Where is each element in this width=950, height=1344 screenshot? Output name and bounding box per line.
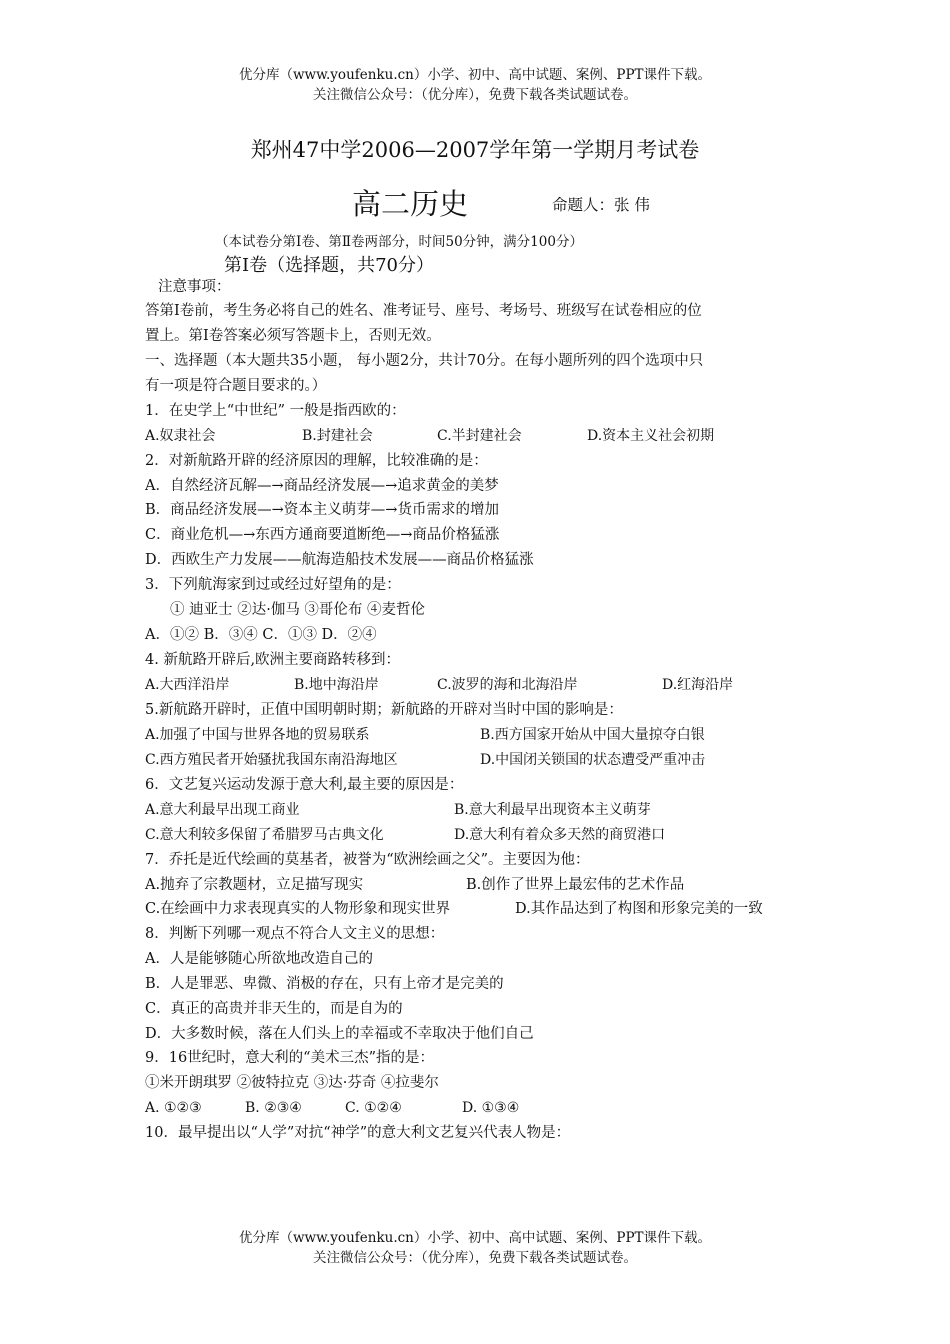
q3-stem: 3．下列航海家到过或经过好望角的是： [145, 577, 401, 593]
q4-stem: 4. 新航路开辟后,欧洲主要商路转移到： [145, 652, 401, 668]
q6-option-b: B.意大利最早出现资本主义萌芽 [454, 802, 651, 818]
q5-option-c: C.西方殖民者开始骚扰我国东南沿海地区 [145, 752, 398, 768]
q4-option-a: A.大西洋沿岸 [145, 677, 230, 693]
q9-option-b: B. ②③④ [245, 1100, 302, 1116]
q8-stem: 8．判断下列哪一观点不符合人文主义的思想： [145, 926, 445, 942]
q3-items: ① 迪亚士 ②达·伽马 ③哥伦布 ④麦哲伦 [170, 602, 426, 618]
instructions-heading: 注意事项： [158, 279, 231, 295]
q7-option-c: C.在绘画中力求表现真实的人物形象和现实世界 [145, 901, 451, 917]
q1-option-c: C.半封建社会 [437, 428, 522, 444]
instructions-body-1: 答第Ⅰ卷前，考生务必将自己的姓名、准考证号、座号、考场号、班级写在试卷相应的位 [145, 303, 702, 319]
q6-option-c: C.意大利较多保留了希腊罗马古典文化 [145, 827, 384, 843]
q9-items: ①米开朗琪罗 ②彼特拉克 ③达·芬奇 ④拉斐尔 [145, 1075, 439, 1091]
q5-stem: 5.新航路开辟时，正值中国明朝时期；新航路的开辟对当时中国的影响是： [145, 702, 623, 718]
q9-stem: 9．16世纪时，意大利的“美术三杰”指的是： [145, 1050, 435, 1066]
exam-subject: 高二历史 [352, 187, 469, 221]
q7-option-a: A.抛弃了宗教题材，立足描写现实 [145, 877, 364, 893]
exam-author: 命题人：张 伟 [552, 196, 650, 214]
footer-line-2: 关注微信公众号：（优分库），免费下载各类试题试卷。 [313, 1250, 637, 1266]
q2-option-a: A．自然经济瓦解—→商品经济发展—→追求黄金的美梦 [145, 478, 499, 494]
q5-option-d: D.中国闭关锁国的状态遭受严重冲击 [480, 752, 706, 768]
exam-title: 郑州47中学2006—2007学年第一学期月考试卷 [250, 138, 700, 162]
q4-option-b: B.地中海沿岸 [294, 677, 379, 693]
q8-option-c: C．真正的高贵并非天生的，而是自为的 [145, 1001, 403, 1017]
q8-option-d: D．大多数时候，落在人们头上的幸福或不幸取决于他们自己 [145, 1026, 534, 1042]
q8-option-a: A．人是能够随心所欲地改造自己的 [145, 951, 373, 967]
q7-stem: 7．乔托是近代绘画的莫基者，被誉为“欧洲绘画之父”。主要因为他： [145, 852, 590, 868]
q7-option-b: B.创作了世界上最宏伟的艺术作品 [466, 877, 685, 893]
q9-option-d: D. ①③④ [462, 1100, 520, 1116]
q8-option-b: B．人是罪恶、卑微、消极的存在，只有上帝才是完美的 [145, 976, 504, 992]
q2-stem: 2．对新航路开辟的经济原因的理解，比较准确的是： [145, 453, 488, 469]
q2-option-c: C．商业危机—→东西方通商要道断绝—→商品价格猛涨 [145, 527, 500, 543]
q1-option-a: A.奴隶社会 [145, 428, 216, 444]
q10-stem: 10．最早提出以“人学”对抗“神学”的意大利文艺复兴代表人物是： [145, 1125, 571, 1141]
part-intro-2: 有一项是符合题目要求的。） [145, 378, 327, 394]
q4-option-c: C.波罗的海和北海沿岸 [437, 677, 578, 693]
footer-line-1: 优分库（www.youfenku.cn）小学、初中、高中试题、案例、PPT课件下载。 [238, 1230, 712, 1246]
q3-options: A．①② B．③④ C．①③ D．②④ [145, 627, 377, 643]
section-title: 第Ⅰ卷（选择题，共70分） [224, 255, 435, 276]
q9-option-c: C. ①②④ [345, 1100, 402, 1116]
q6-option-d: D.意大利有着众多天然的商贸港口 [454, 827, 666, 843]
q1-option-b: B.封建社会 [302, 428, 373, 444]
q5-option-a: A.加强了中国与世界各地的贸易联系 [145, 727, 370, 743]
q5-option-b: B.西方国家开始从中国大量掠夺白银 [480, 727, 705, 743]
q2-option-b: B．商品经济发展—→资本主义萌芽—→货币需求的增加 [145, 502, 499, 518]
q7-option-d: D.其作品达到了构图和形象完美的一致 [515, 901, 763, 917]
q2-option-d: D．西欧生产力发展——航海造船技术发展——商品价格猛涨 [145, 552, 534, 568]
q6-option-a: A.意大利最早出现工商业 [145, 802, 300, 818]
instructions-body-2: 置上。第Ⅰ卷答案必须写答题卡上，否则无效。 [145, 328, 441, 344]
header-line-2: 关注微信公众号：（优分库），免费下载各类试题试卷。 [313, 87, 637, 103]
header-line-1: 优分库（www.youfenku.cn）小学、初中、高中试题、案例、PPT课件下载。 [238, 67, 712, 83]
q9-option-a: A. ①②③ [145, 1100, 202, 1116]
q6-stem: 6．文艺复兴运动发源于意大利,最主要的原因是： [145, 777, 464, 793]
q4-option-d: D.红海沿岸 [662, 677, 734, 693]
exam-note: （本试卷分第Ⅰ卷、第Ⅱ卷两部分，时间50分钟，满分100分） [215, 234, 583, 250]
q1-stem: 1．在史学上“中世纪” 一般是指西欧的： [145, 403, 406, 419]
part-intro-1: 一、选择题（本大题共35小题， 每小题2分，共计70分。在每小题所列的四个选项中只 [145, 353, 704, 369]
q1-option-d: D.资本主义社会初期 [587, 428, 715, 444]
